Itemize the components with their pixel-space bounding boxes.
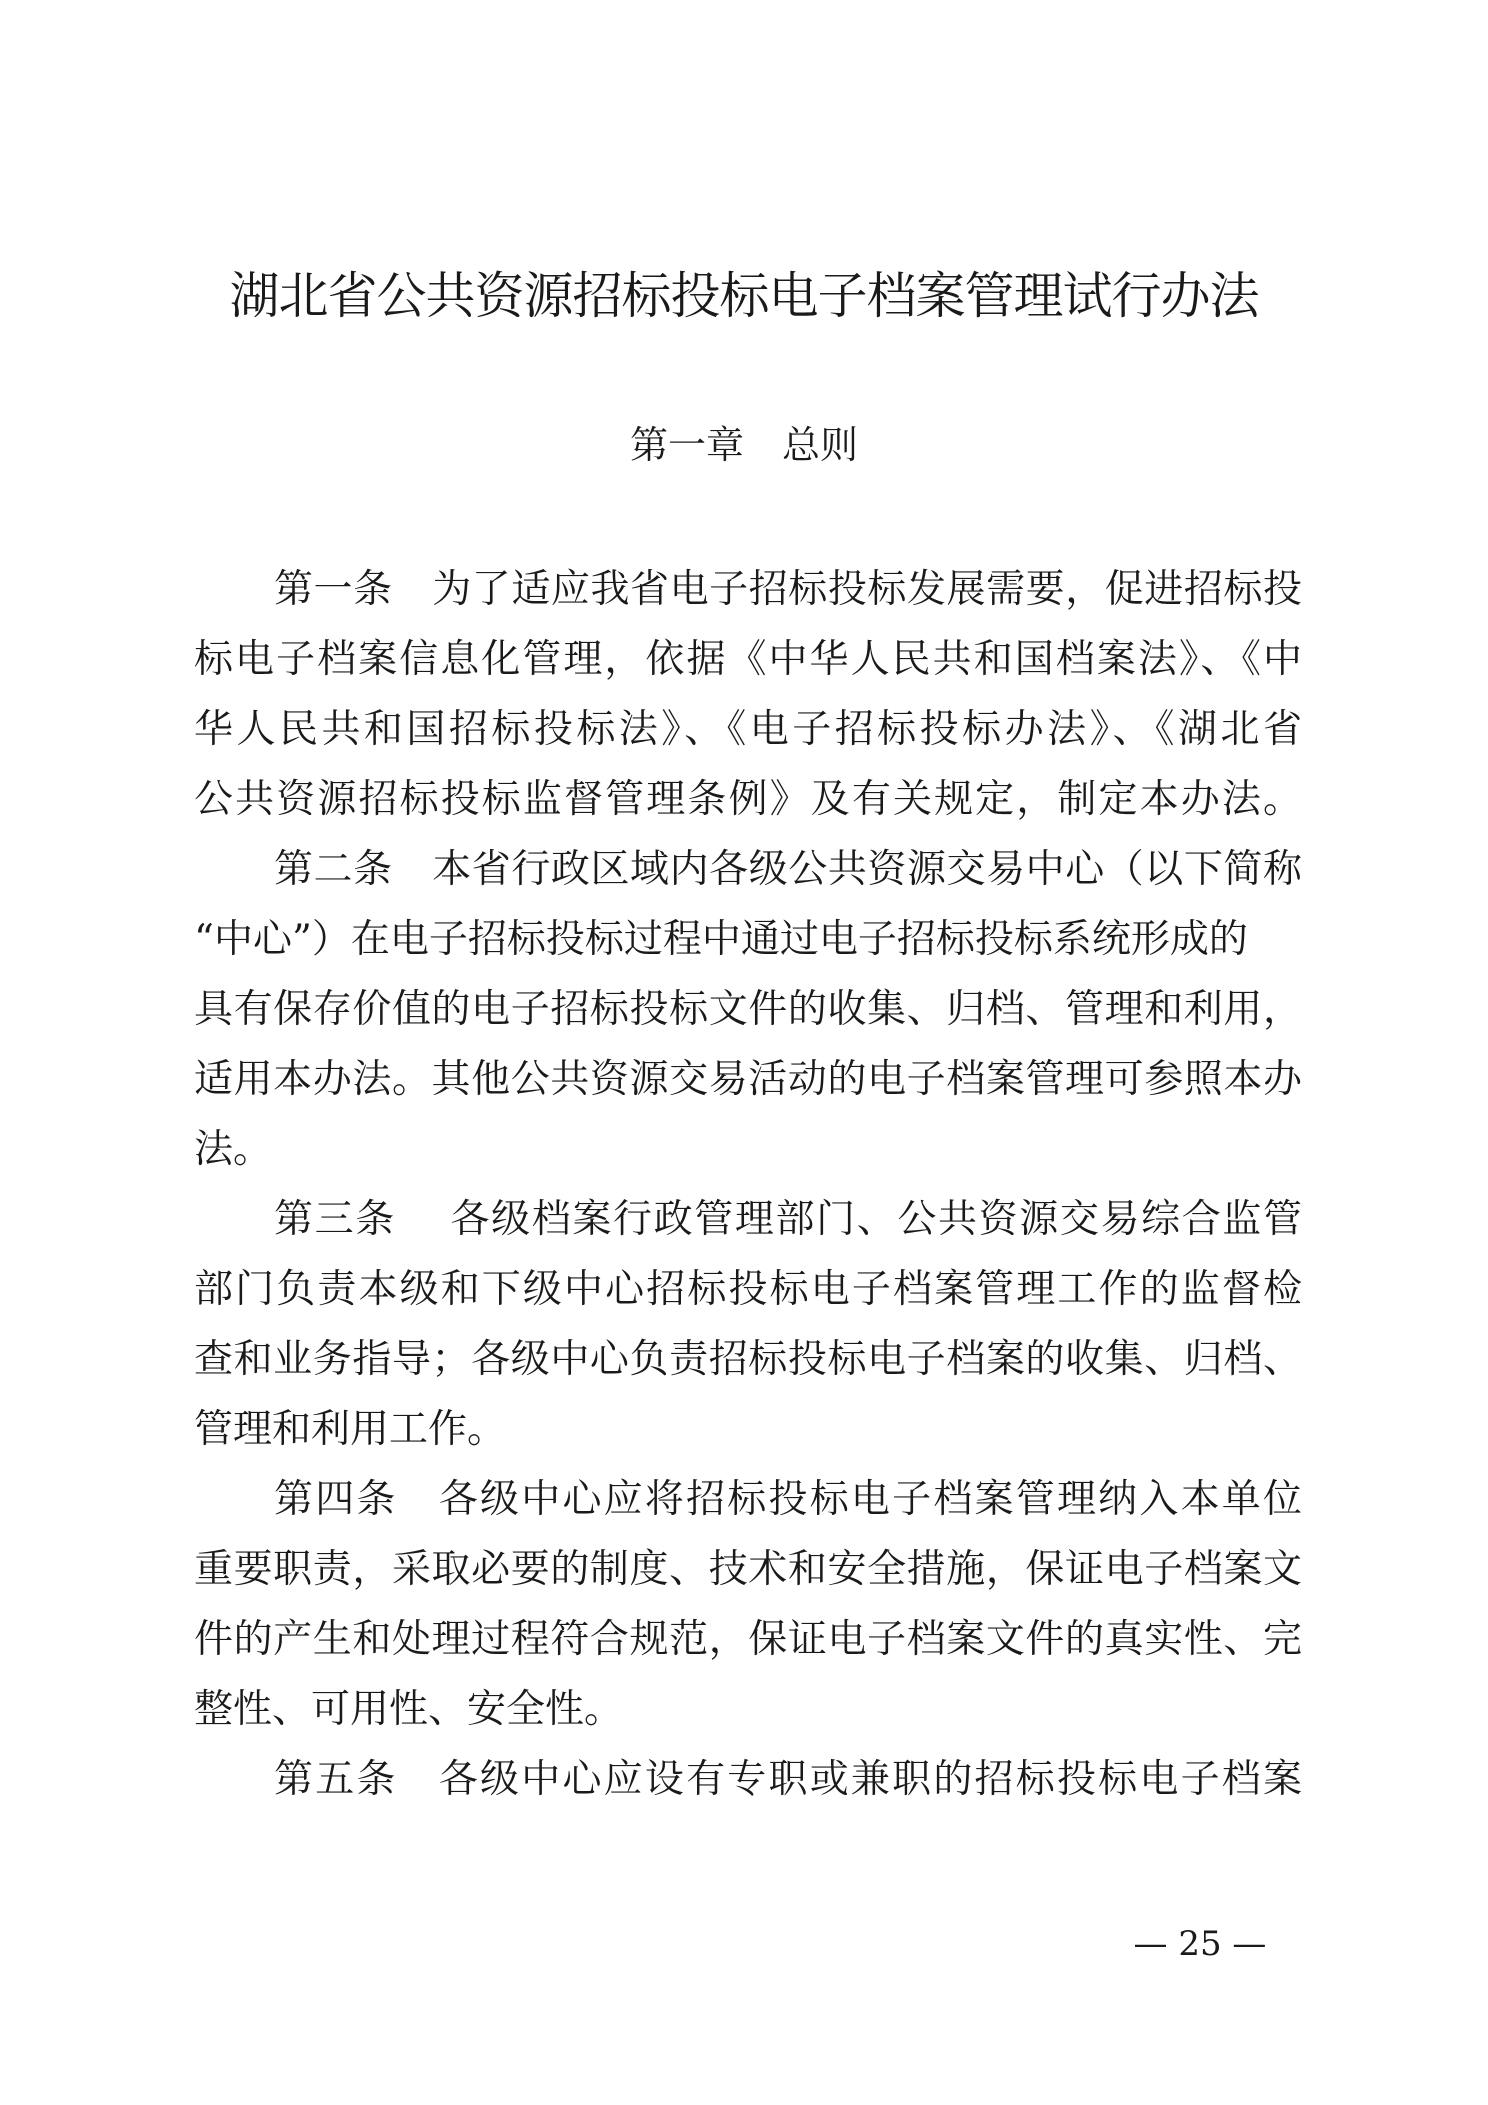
text-line: 第四条 各级中心应将招标投标电子档案管理纳入本单位 [274, 1477, 1302, 1522]
text-line: 件的产生和处理过程符合规范，保证电子档案文件的真实性、完 [194, 1617, 1302, 1662]
text-line: 法。 [194, 1127, 273, 1172]
text-line: 公共资源招标投标监督管理条例》及有关规定，制定本办法。 [194, 777, 1302, 822]
text-line: 适用本办法。其他公共资源交易活动的电子档案管理可参照本办 [194, 1057, 1302, 1102]
text-line: 重要职责，采取必要的制度、技术和安全措施，保证电子档案文 [194, 1547, 1302, 1592]
page-number: — 25 — [1133, 1924, 1267, 1964]
article-2 [194, 835, 1302, 1185]
text-line: 华人民共和国招标投标法》、《电子招标投标办法》、《湖北省 [194, 707, 1302, 752]
text-line: 部门负责本级和下级中心招标投标电子档案管理工作的监督检 [194, 1267, 1302, 1312]
text-line: 整性、可用性、安全性。 [194, 1687, 624, 1732]
article-3 [194, 1185, 1302, 1465]
text-line: 标电子档案信息化管理，依据《中华人民共和国档案法》、《中 [194, 637, 1302, 682]
text-line: 具有保存价值的电子招标投标文件的收集、归档、管理和利用， [194, 987, 1302, 1032]
text-line: “中心”）在电子招标投标过程中通过电子招标投标系统形成的 [194, 917, 1248, 962]
document-title: 湖北省公共资源招标投标电子档案管理试行办法 [229, 267, 1259, 325]
article-5 [194, 1745, 1302, 1815]
article-4 [194, 1465, 1302, 1745]
text-line: 管理和利用工作。 [194, 1407, 507, 1452]
text-line: 查和业务指导；各级中心负责招标投标电子档案的收集、归档、 [194, 1337, 1302, 1382]
text-line: 第一条 为了适应我省电子招标投标发展需要，促进招标投 [274, 567, 1302, 612]
body-text [194, 555, 1302, 1815]
text-line: 第五条 各级中心应设有专职或兼职的招标投标电子档案 [274, 1757, 1302, 1802]
text-line: 第二条 本省行政区域内各级公共资源交易中心（以下简称 [274, 847, 1302, 892]
text-line: 第三条 各级档案行政管理部门、公共资源交易综合监管 [274, 1197, 1302, 1242]
chapter-heading: 第一章 总则 [629, 423, 858, 467]
article-1 [194, 555, 1302, 835]
